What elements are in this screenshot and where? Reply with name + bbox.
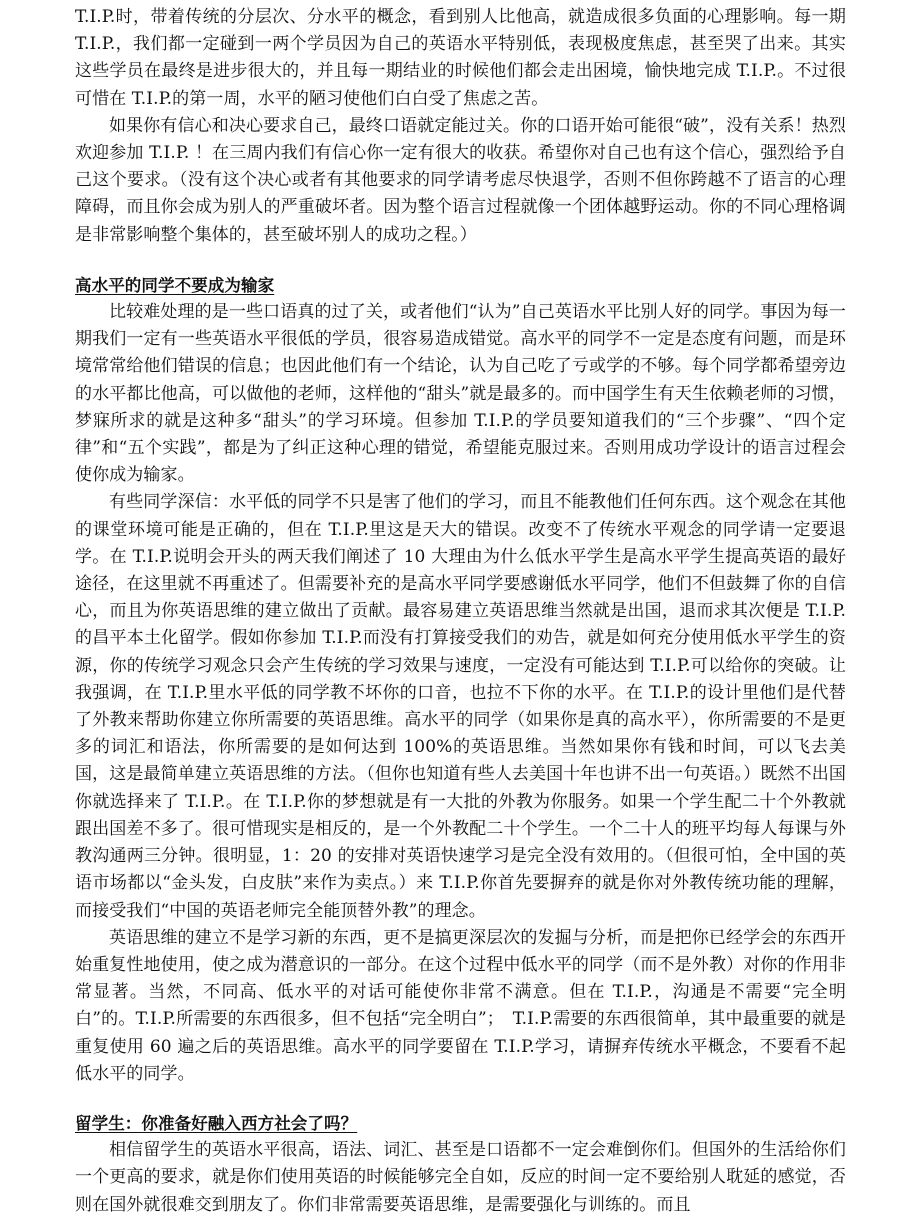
high-level-paragraph-2: 有些同学深信：水平低的同学不只是害了他们的学习，而且不能教他们任何东西。这个观念在其他的课堂环境可能是正确的，但在 T.I.P.里这是天大的错误。改变不了传统水平观念的同学请一定要退学。在 T.I.P.说明会开头的两天我们阐述了 10 大理由为什么低水平学生是高水平学生提高英语的最好途径，在这里就不再重述了。但需要补充的是高水平同学要感谢低水平同学，他们不但鼓舞了你的自信心，而且为你英语思维的建立做出了贡献。最容易建立英语思维当然就是出国，退而求其次便是 T.I.P.的昌平本土化留学。假如你参加 T.I.P.而没有打算接受我们的劝告，就是如何充分使用低水平学生的资源，你的传统学习观念只会产生传统的学习效果与速度，一定没有可能达到 T.I.P.可以给你的突破。让我强调，在 T.I.P.里水平低的同学教不坏你的口音，也拉不下你的水平。在 T.I.P.的设计里他们是代替了外教来帮助你建立你所需要的英语思维。高水平的同学（如果你是真的高水平），你所需要的不是更多的词汇和语法，你所需要的是如何达到 100%的英语思维。当然如果你有钱和时间，可以飞去美国，这是最简单建立英语思维的方法。（但你也知道有些人去美国十年也讲不出一句英语。）既然不出国你就选择来了 T.I.P.。在 T.I.P.你的梦想就是有一大批的外教为你服务。如果一个学生配二十个外教就跟出国差不多了。很可惜现实是相反的，是一个外教配二十个学生。一个二十人的班平均每人每课与外教沟通两三分钟。很明显，1：20 的安排对英语快速学习是完全没有效用的。（但很可怕，全中国的英语市场都以“金头发，白皮肤”来作为卖点。）来 T.I.P.你首先要摒弃的就是你对外教传统功能的理解，而接受我们“中国的英语老师完全能顶替外教”的理念。	[75, 492, 846, 921]
high-level-paragraph-1: 比较难处理的是一些口语真的过了关，或者他们“认为”自己英语水平比别人好的同学。事因为每一期我们一定有一些英语水平很低的学员，很容易造成错觉。高水平的同学不一定是态度有问题，而是环境常常给他们错误的信息；也因此他们有一个结论，认为自己吃了亏或学的不够。每个同学都希望旁边的水平都比他高，可以做他的老师，这样他的“甜头”就是最多的。而中国学生有天生依赖老师的习惯，梦寐所求的就是这种多“甜头”的学习环境。但参加 T.I.P.的学员要知道我们的“三个步骤”、“四个定律”和“五个实践”，都是为了纠正这种心理的错觉，希望能克服过来。否则用成功学设计的语言过程会使你成为输家。	[75, 302, 846, 486]
section-heading-overseas-students: 留学生：你准备好融入西方社会了吗？	[75, 1113, 358, 1133]
high-level-paragraph-3: 英语思维的建立不是学习新的东西，更不是搞更深层次的发掘与分析，而是把你已经学会的东西开始重复性地使用，使之成为潜意识的一部分。在这个过程中低水平的同学（而不是外教）对你的作用非常显著。当然，不同高、低水平的对话可能使你非常不满意。但在 T.I.P.，沟通是不需要“完全明白”的。T.I.P.所需要的东西很多，但不包括“完全明白”； T.I.P.需要的东西很简单，其中最重要的就是重复使用 60 遍之后的英语思维。高水平的同学要留在 T.I.P.学习，请摒弃传统水平概念，不要看不起低水平的同学。	[75, 927, 846, 1084]
intro-paragraph-1: T.I.P.时，带着传统的分层次、分水平的概念，看到别人比他高，就造成很多负面的心理影响。每一期 T.I.P.，我们都一定碰到一两个学员因为自己的英语水平特别低，表现极度焦虑，甚至哭了出来。其实这些学员在最终是进步很大的，并且每一期结业的时候他们都会走出困境，愉快地完成 T.I.P.。不过很可惜在 T.I.P.的第一周，水平的陋习使他们白白受了焦虑之苦。	[75, 7, 846, 109]
document-page	[75, 4, 846, 1219]
section-heading-high-level: 高水平的同学不要成为输家	[75, 275, 275, 295]
section-spacer	[75, 1088, 846, 1110]
overseas-paragraph-1: 相信留学生的英语水平很高，语法、词汇、甚至是口语都不一定会难倒你们。但国外的生活给你们一个更高的要求，就是你们使用英语的时候能够完全自如，反应的时间一定不要给别人耽延的感觉，否则在国外就很难交到朋友了。你们非常需要英语思维，是需要强化与训练的。而且	[75, 1140, 846, 1215]
intro-paragraph-2: 如果你有信心和决心要求自己，最终口语就定能过关。你的口语开始可能很“破”，没有关系！热烈欢迎参加 T.I.P. ！在三周内我们有信心你一定有很大的收获。希望你对自己也有这个信心，强烈给予自己这个要求。（没有这个决心或者有其他要求的同学请考虑尽快退学，否则不但你跨越不了语言的心理障碍，而且你会成为别人的严重破坏者。因为整个语言过程就像一个团体越野运动。你的不同心理格调是非常影响整个集体的，甚至破坏别人的成功之程。）	[75, 115, 846, 245]
section-spacer	[75, 249, 846, 272]
